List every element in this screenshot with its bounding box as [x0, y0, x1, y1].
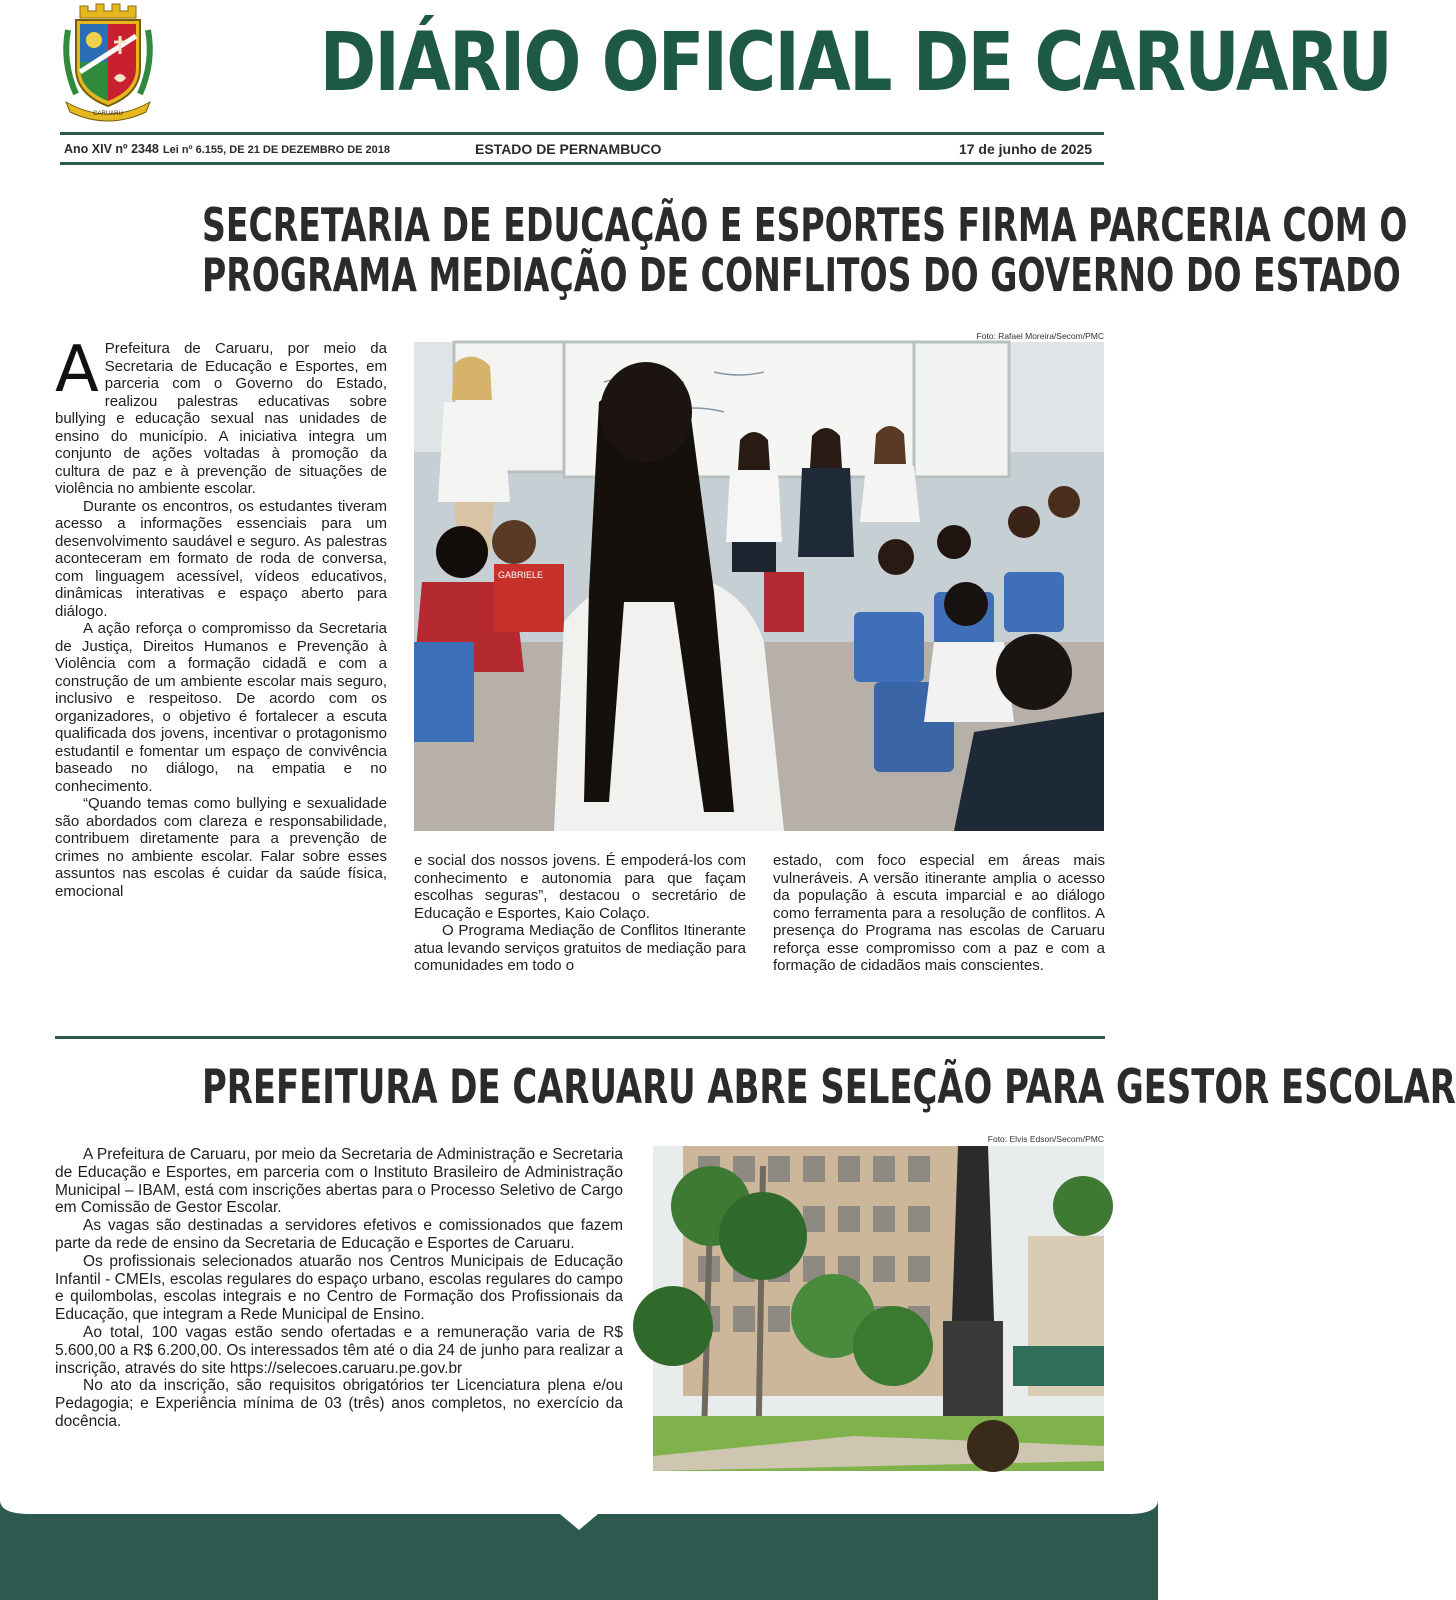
- article-1-paragraph-4-start: “Quando temas como bullying e sexualidade são abordados com clareza e responsabilidade, contribuem diretamente para a prevenção de crimes no ambiente escolar. Falar sobre esses assuntos nas escolas é cuidar da saúde física, emocional: [55, 795, 387, 900]
- article-1-column-2: [414, 852, 746, 1010]
- state-label: ESTADO DE PERNAMBUCO: [475, 141, 662, 157]
- issue-number-text: Ano XIV nº 2348: [64, 142, 159, 156]
- publication-date: 17 de junho de 2025: [958, 141, 1092, 157]
- article-1-paragraph-3: A ação reforça o compromisso da Secretaria de Justiça, Direitos Humanos e Prevenção à Violência com a formação cidadã e com a construção de um ambiente escolar mais seguro, inclusivo e respeitoso. De acordo com os organizadores, o objetivo é fortalecer a escuta qualificada dos jovens, incentivar o protagonismo estudantil e fomentar um espaço de convivência baseado no diálogo, na empatia e no conhecimento.: [55, 620, 387, 795]
- newspaper-title: DIÁRIO OFICIAL DE CARUARU: [319, 16, 1392, 110]
- article-1-column-3: [773, 852, 1105, 1010]
- article-1-paragraph-1-text: Prefeitura de Caruaru, por meio da Secretaria de Educação e Esportes, em parceria com o Governo do Estado, realizou palestras educativas sobre bullying e educação sexual nas unidades de ensino do município. A iniciativa integra um conjunto de ações voltadas à promoção da cultura de paz e à prevenção de situações de violência no ambiente escolar.: [55, 340, 387, 497]
- article-2-paragraph-4: Ao total, 100 vagas estão sendo ofertadas e a remuneração varia de R$ 5.600,00 a R$ 6.200,00. Os interessados têm até o dia 24 de junho para realizar a inscrição, através do site https://selecoes.caruaru.pe.gov.br: [55, 1323, 623, 1377]
- article-1-paragraph-5-end: estado, com foco especial em áreas mais vulneráveis. A versão itinerante amplia o acesso da população à escuta imparcial e ao diálogo como ferramenta para a resolução de conflitos. A presença do Programa nas escolas de Caruaru reforça esse compromisso com a paz e com a formação de cidadãos mais conscientes.: [773, 852, 1105, 974]
- article-1-photo-classroom: [414, 342, 1104, 831]
- article-2-headline: PREFEITURA DE CARUARU ABRE SELEÇÃO PARA GESTOR ESCOLAR: [202, 1060, 1456, 1115]
- article-2-paragraph-5: No ato da inscrição, são requisitos obrigatórios ter Licenciatura plena e/ou Pedagogia; e Experiência mínima de 03 (três) anos completos, no exercício da docência.: [55, 1377, 623, 1430]
- article-1-paragraph-4-end: e social dos nossos jovens. É empoderá-los com conhecimento e autonomia para que façam escolhas seguras”, destacou o secretário de Educação e Esportes, Kaio Colaço.: [414, 852, 746, 922]
- article-2-body: [55, 1146, 623, 1496]
- issue-number: [64, 142, 390, 156]
- article-1-headline: [202, 198, 1408, 302]
- article-1-paragraph-1: [55, 333, 387, 498]
- footer-band: [0, 1500, 1158, 1600]
- article-1-paragraph-5-start: O Programa Mediação de Conflitos Itinerante atua levando serviços gratuitos de mediação para comunidades em todo o: [414, 922, 746, 974]
- article-1-headline-line-1: SECRETARIA DE EDUCAÇÃO E ESPORTES FIRMA PARCERIA COM O: [202, 198, 1408, 252]
- article-1-column-1: [55, 333, 387, 1008]
- article-1-paragraph-2: Durante os encontros, os estudantes tiveram acesso a informações essenciais para um desenvolvimento saudável e seguro. As palestras aconteceram em formato de roda de conversa, com linguagem acessível, vídeos educativos, dinâmicas interativas e espaço aberto para diálogo.: [55, 497, 387, 620]
- article-2-paragraph-1: A Prefeitura de Caruaru, por meio da Secretaria de Administração e Secretaria de Educação e Esportes, em parceria com o Instituto Brasileiro de Administração Municipal – IBAM, está com inscrições abertas para o Processo Seletivo de Cargo em Comissão de Gestor Escolar.: [55, 1146, 623, 1217]
- article-1-photo-credit: Foto: Rafael Moreira/Secom/PMC: [976, 331, 1104, 341]
- article-2-photo-credit: Foto: Elvis Edson/Secom/PMC: [987, 1134, 1104, 1144]
- article-1-headline-line-2: PROGRAMA MEDIAÇÃO DE CONFLITOS DO GOVERNO DO ESTADO: [202, 248, 1401, 302]
- issue-info-bar: [60, 132, 1104, 165]
- classroom-photo-illustration: [414, 342, 1104, 831]
- caruaru-coat-of-arms-icon: [62, 2, 154, 120]
- article-2-paragraph-3: Os profissionais selecionados atuarão nos Centros Municipais de Educação Infantil - CMEIs, escolas regulares do espaço urbano, escolas regulares do campo e quilombolas, escolas integrais e no Centro de Formação dos Profissionais da Educação, que integram a Rede Municipal de Ensino.: [55, 1252, 623, 1324]
- section-divider: [55, 1036, 1105, 1039]
- article-2-photo-building: [653, 1146, 1104, 1471]
- building-photo-illustration: [653, 1146, 1104, 1471]
- drop-cap: A: [55, 333, 99, 407]
- shirt-print-text: GABRIELE: [498, 570, 544, 580]
- law-reference: Lei nº 6.155, DE 21 DE DEZEMBRO DE 2018: [162, 144, 391, 156]
- crest-ribbon-text: CARUARU: [93, 111, 123, 117]
- masthead: [60, 0, 1392, 125]
- article-2-paragraph-2: As vagas são destinadas a servidores efetivos e comissionados que fazem parte da rede de ensino da Secretaria de Educação e Esportes de Caruaru.: [55, 1217, 623, 1252]
